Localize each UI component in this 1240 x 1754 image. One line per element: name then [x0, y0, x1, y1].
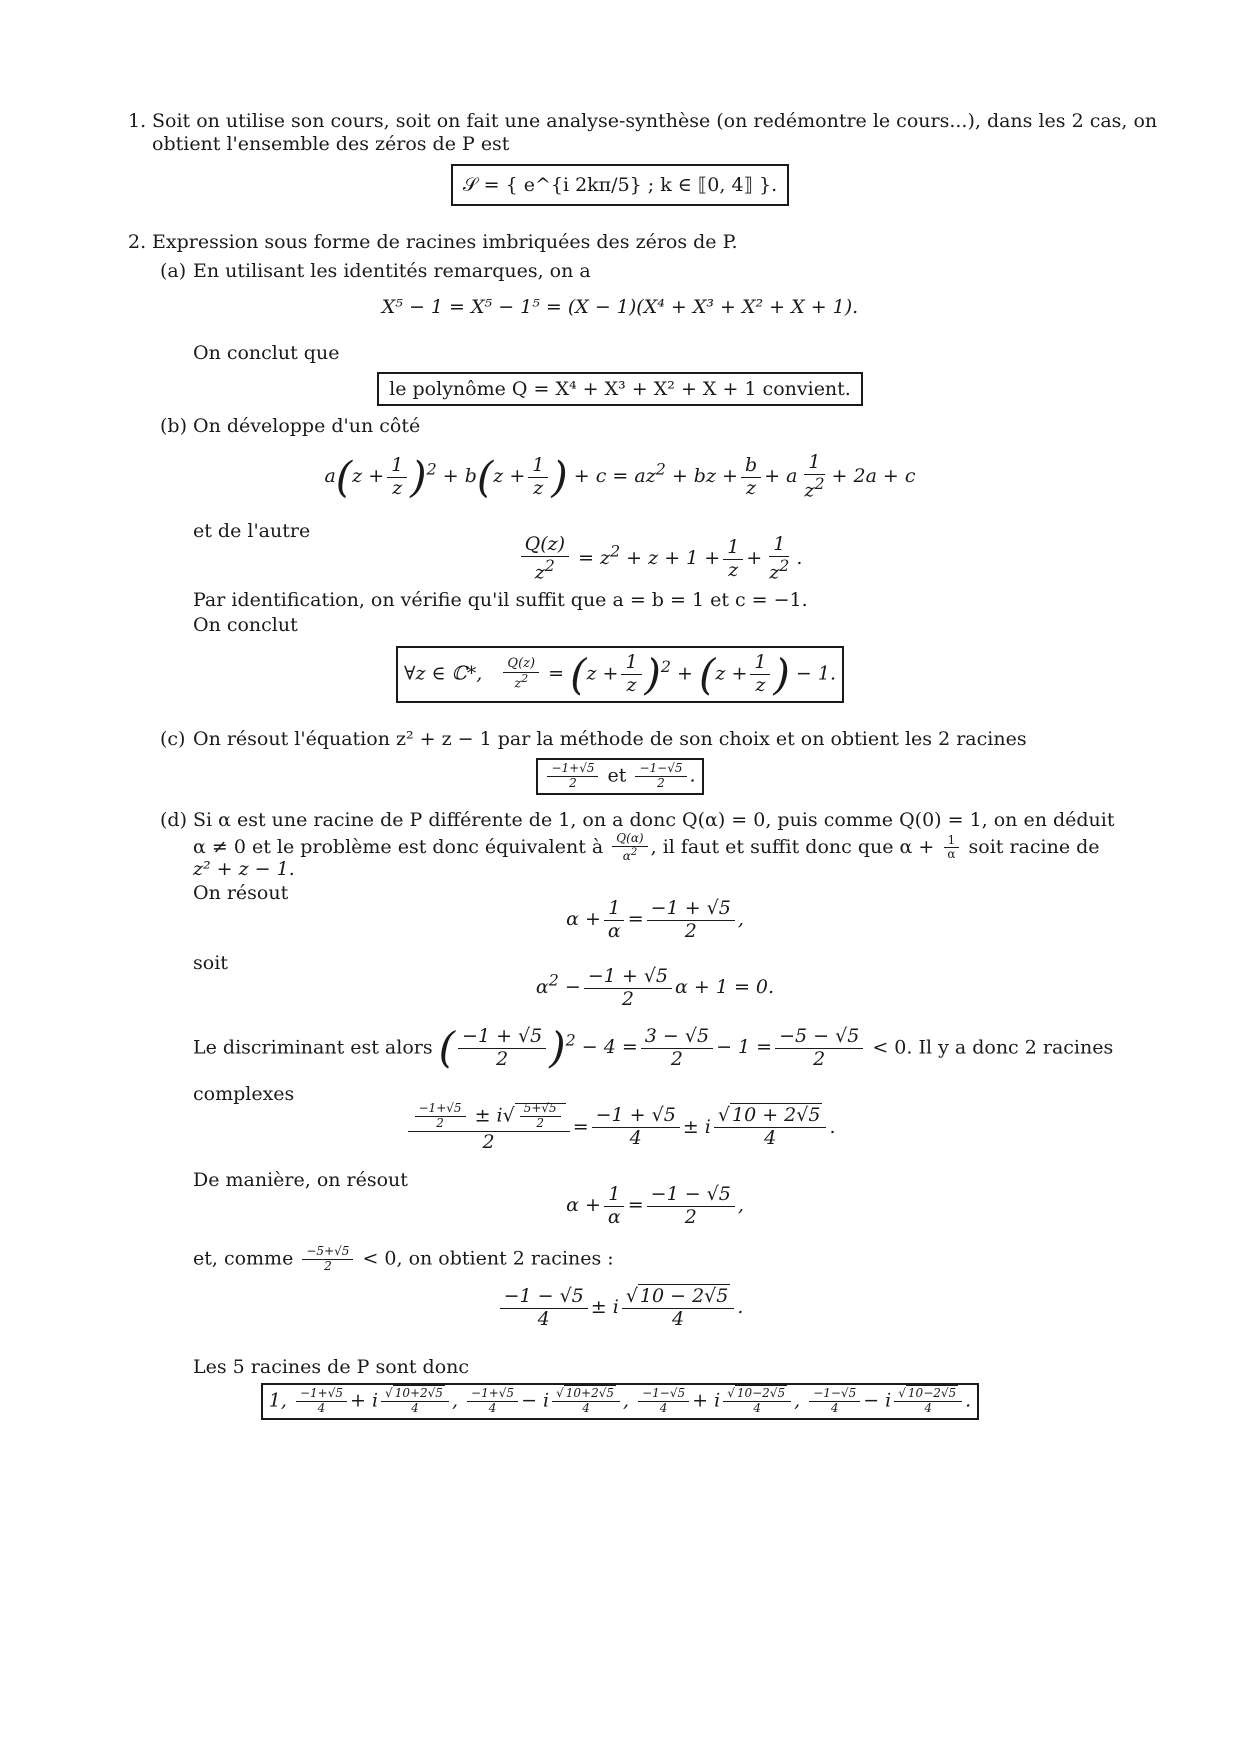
part-b-label: (b) — [160, 415, 187, 437]
part-b-conclude: On conclut — [193, 614, 298, 636]
result-box-Q: le polynôme Q = X⁴ + X³ + X² + X + 1 convient. — [377, 372, 863, 406]
part-b-other: et de l'autre — [193, 520, 311, 542]
part-d-eq-2: $\alpha^2$ − $\frac{-1 + √5}{2}$ α + 1 = 0. — [535, 965, 775, 1010]
part-b-result — [0, 646, 1240, 703]
part-b-intro: On développe d'un côté — [193, 415, 421, 437]
part-a-conclude: On conclut que — [193, 342, 340, 364]
part-d-final-text: Les 5 racines de P sont donc — [193, 1356, 470, 1378]
part-d-roots-2: $\frac{-1 - √5}{4}$ ± i $\frac{√ 10 - 2√5}{4}$ . — [0, 1286, 1240, 1331]
item-2-title: Expression sous forme de racines imbriquées des zéros de P. — [152, 231, 738, 253]
result-box-five-roots: 1, $\frac{-1+√5}{4}$ + i $\frac{√ 10+2√5}{4}$ , $\frac{-1+√5}{4}$ − i $\frac{√ 10+2√5}{4}$ , $\frac{-1-√5}{4}$ + i $\frac{√ 10-2√5}{4}$ , $\frac{-1-√5}{4}$ − i $\frac{√ 10-2√5}{4}$ . — [261, 1383, 979, 1420]
result-box-roots: $\frac{-1+√5}{2}$ et $\frac{-1-√5}{2}$ . — [536, 758, 703, 795]
item-1-result — [0, 164, 1240, 206]
item-1-number: 1. — [128, 110, 147, 132]
part-d-line-1: Si α est une racine de P différente de 1, on a donc Q(α) = 0, puis comme Q(0) = 1, on en déduit — [193, 809, 1115, 831]
part-d-roots-1: $\frac{-1+√5}{2}$ ± i√ $\frac{5+√5}{2}$ 2 = $\frac{-1 + √5}{4}$ ± i $\frac{√ 10 + 2√5}{4}$ . — [0, 1102, 1240, 1153]
part-d-resolve: On résout — [193, 882, 289, 904]
item-2-number: 2. — [128, 231, 147, 253]
part-d-complexes: complexes — [193, 1083, 295, 1105]
part-d-eq-3: α + $\frac{1}{\alpha}$ = $\frac{-1 - √5}{2}$ , — [566, 1183, 744, 1228]
item-1-line-1: Soit on utilise son cours, soit on fait une analyse-synthèse (on redémontre le cours...), dans les 2 cas, on — [152, 110, 1158, 132]
result-box-identity: ∀z ∈ ℂ*, $\frac{Q(z)}{z^2}$ = (z + $\frac{1}{z}$ )$^2$ + (z + $\frac{1}{z}$ ) − 1. — [396, 646, 844, 703]
item-1-line-2: obtient l'ensemble des zéros de P est — [152, 133, 510, 155]
part-d-comme: et, comme $\frac{-5+√5}{2}$ < 0, on obtient 2 racines : — [193, 1244, 614, 1273]
part-a-equation: X⁵ − 1 = X⁵ − 1⁵ = (X − 1)(X⁴ + X³ + X² + X + 1). — [381, 296, 859, 318]
part-d-label: (d) — [160, 809, 187, 831]
part-a-intro: En utilisant les identités remarques, on a — [193, 260, 591, 282]
part-d-maniere: De manière, on résout — [193, 1169, 408, 1191]
part-b-Qz-expression: $\frac{Q(z)}{z^2}$ = $z^2 + z + 1$ + $\frac{1}{z}$ + $\frac{1}{z^2}$ . — [0, 534, 1240, 584]
part-d-discriminant: Le discriminant est alors ( $\frac{-1 + √5}{2}$ )$^2$ − 4 = $\frac{3 - √5}{2}$ − 1 = $\frac{-5 - √5}{2}$ < 0. Il y a donc 2 racines — [193, 1023, 1114, 1073]
part-b-expansion: a(z + $\frac{1}{z}$ )$^2$ + b(z + $\frac{1}{z}$ ) + $c = az^2$ + bz + $\frac{b}{z}$ + a $\frac{1}{z^2}$ + 2a + c — [324, 451, 916, 502]
part-d-soit: soit — [193, 952, 228, 974]
part-a-label: (a) — [160, 260, 187, 282]
part-c-label: (c) — [160, 728, 186, 750]
part-d-line-3: z² + z − 1. — [193, 858, 295, 880]
part-d-final-result — [0, 1383, 1240, 1420]
part-d-line-2: α ≠ 0 et le problème est donc équivalent à $\frac{Q(\alpha)}{\alpha^2}$ , il faut et suffit donc que α + $\frac{1}{\alpha}$ soit racine de — [193, 831, 1100, 863]
part-c-text: On résout l'équation z² + z − 1 par la méthode de son choix et on obtient les 2 racines — [193, 728, 1027, 750]
result-box-S: 𝒮 = { e^{i 2kπ/5} ; k ∈ ⟦0, 4⟧ }. — [451, 164, 789, 206]
part-c-result — [0, 758, 1240, 795]
part-b-identification: Par identification, on vérifie qu'il suffit que a = b = 1 et c = −1. — [193, 589, 808, 611]
part-a-result — [0, 372, 1240, 406]
part-d-eq-1: α + $\frac{1}{\alpha}$ = $\frac{-1 + √5}{2}$ , — [566, 897, 744, 942]
